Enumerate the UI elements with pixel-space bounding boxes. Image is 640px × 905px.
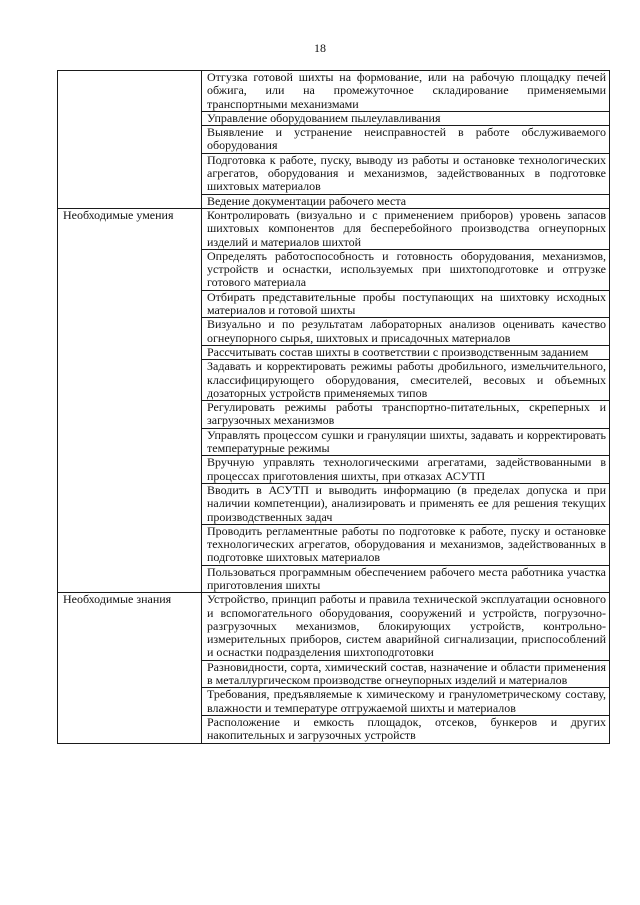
list-item: Вводить в АСУТП и выводить информацию (в пределах допуска и при наличии компетенции), анализировать и применять ее для решения текущих производственных задач [202, 483, 610, 524]
list-item: Определять работоспособность и готовность оборудования, механизмов, устройств и оснастки, используемых при шихтоподготовке и отгрузке готового материала [202, 249, 610, 290]
table-row [58, 208, 610, 249]
list-item: Управление оборудованием пылеулавливания [202, 111, 610, 125]
list-item: Управлять процессом сушки и грануляции шихты, задавать и корректировать температурные режимы [202, 428, 610, 456]
list-item: Отгузка готовой шихты на формование, или на рабочую площадку печей обжига, или на промежуточное складирование применяемыми транспортными механизмами [202, 71, 610, 112]
list-item: Контролировать (визуально и с применением приборов) уровень запасов шихтовых компонентов для бесперебойного производства огнеупорных изделий и материалов шихтой [202, 208, 610, 249]
list-item: Выявление и устранение неисправностей в работе обслуживаемого оборудования [202, 126, 610, 154]
table-row [58, 71, 610, 112]
list-item: Проводить регламентные работы по подготовке к работе, пуску и остановке технологических агрегатов, оборудования и механизмов, задействованных в подготовке шихтовых материалов [202, 524, 610, 565]
list-item: Рассчитывать состав шихты в соответствии с производственным заданием [202, 345, 610, 359]
list-item: Разновидности, сорта, химический состав, назначение и области применения в металлургическом производстве огнеупорных изделий и материалов [202, 660, 610, 688]
section-label-labor-actions [58, 71, 202, 209]
list-item: Визуально и по результатам лабораторных анализов оценивать качество огнеупорного сырья, шихтовых и присадочных материалов [202, 318, 610, 346]
list-item: Устройство, принцип работы и правила технической эксплуатации основного и вспомогательного оборудования, сооружений и устройств, погрузочно-разгрузочных механизмов, блокирующих устройств, контрольно-измерительных приборов, систем аварийной сигнализации, приспособлений и оснастки подразделения шихтоподготовки [202, 593, 610, 660]
list-item: Задавать и корректировать режимы работы дробильного, измельчительного, классифицирующего оборудования, смесителей, весовых и объемных дозаторных устройств применяемых типов [202, 360, 610, 401]
table-row [58, 593, 610, 660]
section-label-skills: Необходимые умения [58, 208, 202, 592]
list-item: Требования, предъявляемые к химическому и гранулометрическому составу, влажности и температуре отгружаемой шихты и материалов [202, 688, 610, 716]
list-item: Вручную управлять технологическими агрегатами, задействованными в процессах приготовления шихты, при отказах АСУТП [202, 456, 610, 484]
page-number: 18 [314, 41, 326, 55]
list-item: Расположение и емкость площадок, отсеков, бункеров и других накопительных и загрузочных устройств [202, 715, 610, 743]
section-label-knowledge: Необходимые знания [58, 593, 202, 743]
list-item: Отбирать представительные пробы поступающих на шихтовку исходных материалов и готовой шихты [202, 290, 610, 318]
list-item: Регулировать режимы работы транспортно-питательных, скреперных и загрузочных механизмов [202, 401, 610, 429]
list-item: Ведение документации рабочего места [202, 194, 610, 208]
competency-table [57, 70, 610, 744]
list-item: Подготовка к работе, пуску, выводу из работы и остановке технологических агрегатов, оборудования и механизмов, задействованных в подготовке шихтовых материалов [202, 153, 610, 194]
list-item: Пользоваться программным обеспечением рабочего места работника участка приготовления шихты [202, 565, 610, 593]
